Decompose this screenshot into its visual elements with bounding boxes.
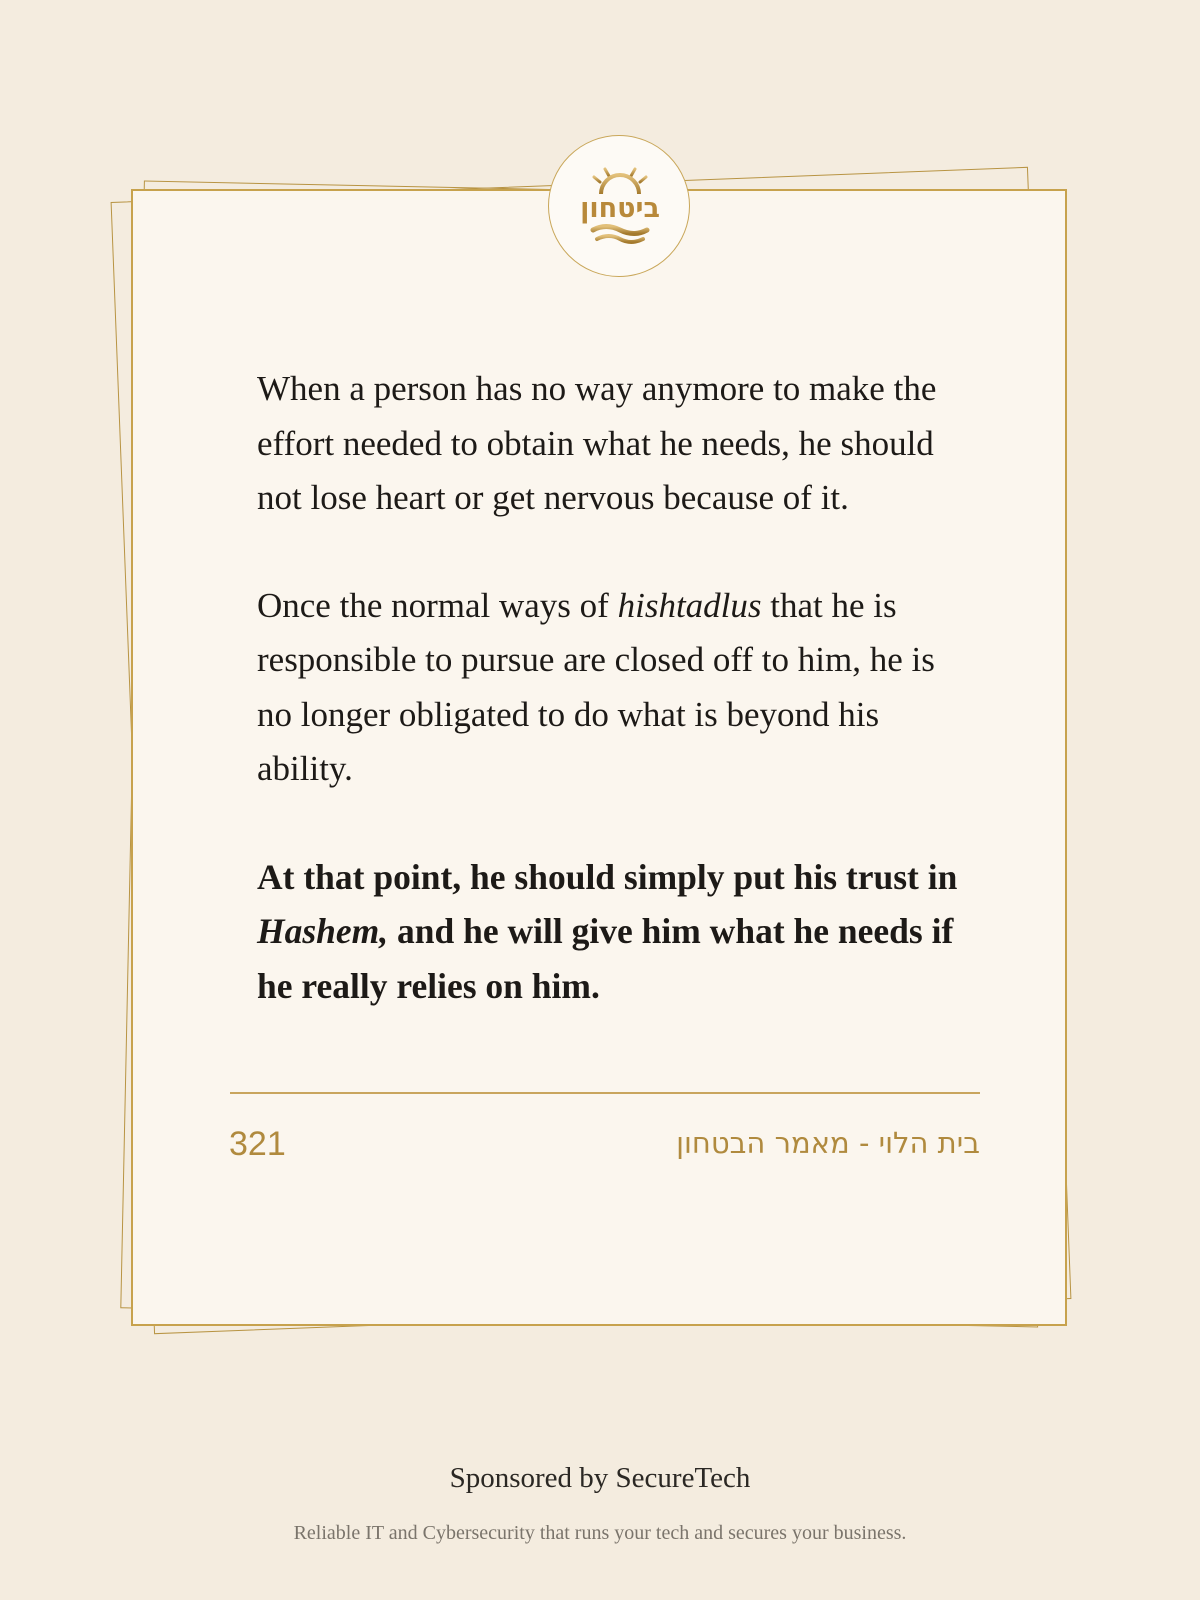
para3-italic-term: Hashem, <box>257 911 389 951</box>
logo-text: ביטחון <box>580 193 660 224</box>
logo-badge <box>548 135 690 277</box>
sponsor-title: Sponsored by SecureTech <box>449 1462 751 1494</box>
para2-text-start: Once the normal ways of <box>257 585 618 625</box>
sponsor-tagline: Reliable IT and Cybersecurity that runs your tech and secures your business. <box>293 1522 907 1544</box>
quote-text <box>257 362 977 1066</box>
page-number: 321 <box>229 1125 286 1163</box>
footer-divider <box>230 1092 980 1094</box>
para2-italic-term: hishtadlus <box>617 585 762 625</box>
quote-paragraph-3 <box>257 850 977 1014</box>
quote-paragraph-2 <box>257 579 977 797</box>
para1-text: When a person has no way anymore to make the effort needed to obtain what he needs, he should not lose heart or get nervous because of it. <box>257 369 937 517</box>
source-citation: בית הלוי - מאמר הבטחון <box>676 1126 980 1160</box>
para3-text-start: At that point, he should simply put his trust in <box>257 856 958 897</box>
quote-paragraph-1 <box>257 362 977 526</box>
para2-text-end: that he is responsible to pursue are closed off to him, he is no longer obligated to do what is beyond his ability. <box>257 585 935 788</box>
para3-text-end: and he will give him what he needs if he really relies on him. <box>257 911 954 1006</box>
